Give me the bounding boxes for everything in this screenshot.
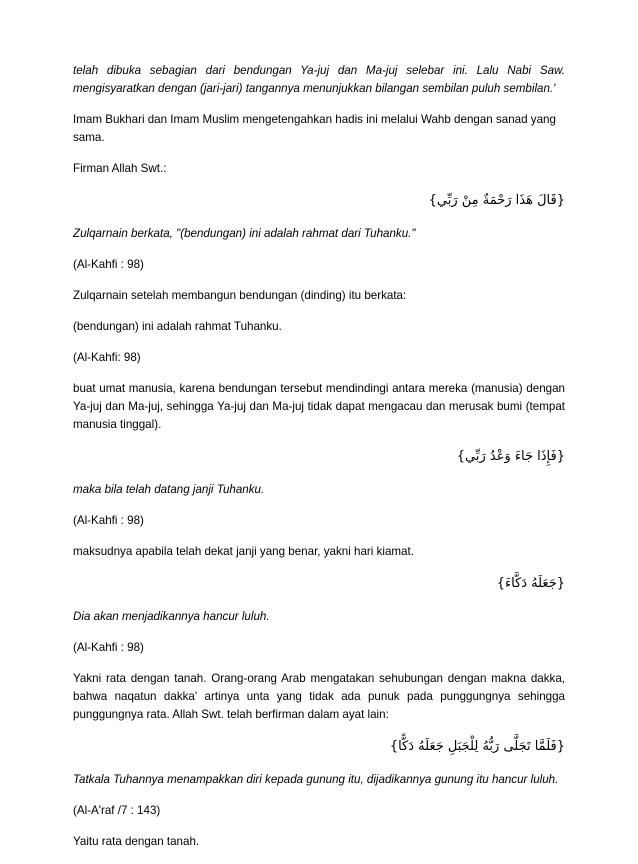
reference-5: (Al-A'raf /7 : 143) bbox=[73, 804, 161, 817]
translation-4: Tatkala Tuhannya menampakkan diri kepada gunung itu, dijadikannya gunung itu hancur luluh. bbox=[73, 773, 559, 786]
reference-2: (Al-Kahfi: 98) bbox=[73, 351, 141, 364]
reference-3: (Al-Kahfi : 98) bbox=[73, 514, 144, 527]
paragraph-explanation-2: maksudnya apabila telah dekat janji yang benar, yakni hari kiamat. bbox=[73, 545, 414, 558]
arabic-verse-1: {قَالَ هَذَا رَحْمَةٌ مِنْ رَبِّي} bbox=[428, 193, 565, 208]
paragraph-narration-source: Imam Bukhari dan Imam Muslim mengetengahkan hadis ini melalui Wahb dengan sanad yang sama. bbox=[73, 113, 556, 144]
document-page bbox=[73, 62, 565, 864]
arabic-verse-2: {فَإِذَا جَاءَ وَعْدُ رَبِّي} bbox=[456, 449, 565, 464]
paragraph-explanation-1: buat umat manusia, karena bendungan tersebut mendindingi antara mereka (manusia) dengan Ya-juj dan Ma-juj, sehingga Ya-juj dan Ma-juj tidak dapat mengacau dan merusak bumi (tempat manusia tinggal). bbox=[73, 382, 565, 431]
paragraph-hadith-continuation: telah dibuka sebagian dari bendungan Ya-juj dan Ma-juj selebar ini. Lalu Nabi Saw. mengisyaratkan dengan (jari-jari) tangannya menunjukkan bilangan sembilan puluh sembilan.' bbox=[73, 64, 565, 95]
paragraph-zulqarnain: Zulqarnain setelah membangun bendungan (dinding) itu berkata: bbox=[73, 289, 407, 302]
translation-1: Zulqarnain berkata, "(bendungan) ini adalah rahmat dari Tuhanku." bbox=[73, 227, 416, 240]
paragraph-firman-intro: Firman Allah Swt.: bbox=[73, 162, 167, 175]
translation-2: maka bila telah datang janji Tuhanku. bbox=[73, 483, 265, 496]
arabic-verse-3: {جَعَلَهُ دَكَّاءَ} bbox=[496, 576, 565, 591]
paragraph-explanation-3: Yakni rata dengan tanah. Orang-orang Arab mengatakan sehubungan dengan makna dakka, bahwa naqatun dakka' artinya unta yang tidak ada punuk pada punggungnya sehingga punggungnya rata. Allah Swt. telah berfirman dalam ayat lain: bbox=[73, 672, 565, 721]
paragraph-conclusion: Yaitu rata dengan tanah. bbox=[73, 835, 200, 848]
translation-3: Dia akan menjadikannya hancur luluh. bbox=[73, 610, 270, 623]
paragraph-rahmat: (bendungan) ini adalah rahmat Tuhanku. bbox=[73, 320, 282, 333]
arabic-verse-4: {فَلَمَّا تَجَلَّى رَبُّهُ لِلْجَبَلِ جَعَلَهُ دَكًّا} bbox=[389, 739, 565, 754]
reference-4: (Al-Kahfi : 98) bbox=[73, 641, 144, 654]
reference-1: (Al-Kahfi : 98) bbox=[73, 258, 144, 271]
